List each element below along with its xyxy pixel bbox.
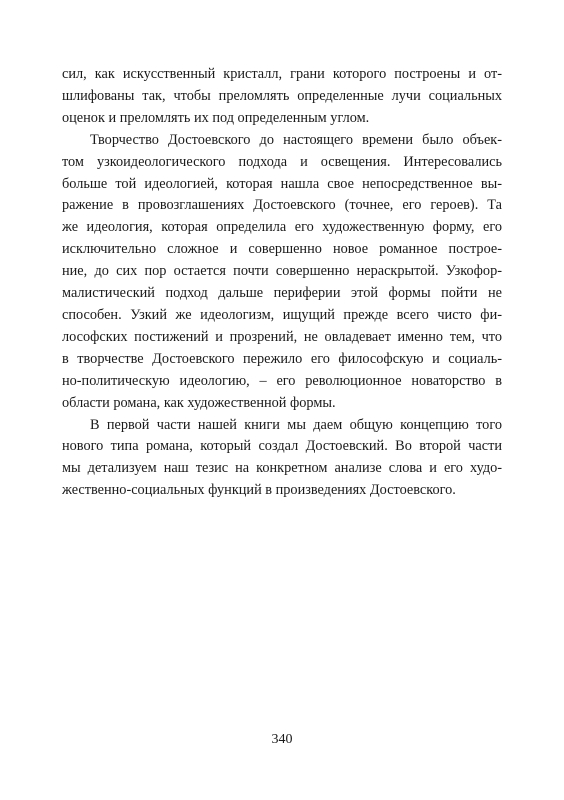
paragraph-2-line-7: ние, до сих пор остается почти совершенно нераскрытой. Узкофор- — [62, 263, 502, 280]
paragraph-1 — [62, 64, 502, 130]
paragraph-3-line-1: В первой части нашей книги мы даем общую концепцию того — [90, 416, 502, 433]
paragraph-2-line-10: лософских постижений и прозрений, не овладевает именно тем, что — [62, 328, 502, 345]
page-number: 340 — [271, 732, 293, 747]
paragraph-3-line-2: нового типа романа, который создал Достоевский. Во второй части — [62, 438, 502, 455]
paragraph-2-line-13: области романа, как художественной формы. — [62, 394, 336, 411]
paragraph-3 — [62, 415, 502, 503]
paragraph-2 — [62, 130, 502, 415]
paragraph-2-line-3: больше той идеологией, которая нашла свое непосредственное вы- — [62, 175, 502, 192]
paragraph-1-line-1: сил, как искусственный кристалл, грани которого построены и от- — [62, 66, 502, 82]
paragraph-2-line-4: ражение в провозглашениях Достоевского (точнее, его героев). Та — [62, 197, 502, 214]
paragraph-3-line-4: жественно-социальных функций в произведениях Достоевского. — [62, 482, 456, 499]
paragraph-1-line-2: шлифованы так, чтобы преломлять определенные лучи социальных — [62, 87, 502, 104]
paragraph-2-line-9: способен. Узкий же идеологизм, ищущий прежде всего чисто фи- — [62, 306, 502, 323]
paragraph-2-line-6: исключительно сложное и совершенно новое романное построе- — [62, 241, 502, 258]
paragraph-2-line-5: же идеология, которая определила его художественную форму, его — [62, 219, 502, 236]
paragraph-2-line-12: но-политическую идеологию, – его революционное новаторство в — [62, 372, 502, 389]
paragraph-2-line-2: том узкоидеологического подхода и освещения. Интересовались — [62, 153, 502, 170]
paragraph-3-line-3: мы детализуем наш тезис на конкретном анализе слова и его худо- — [62, 460, 502, 477]
paragraph-2-line-11: в творчестве Достоевского пережило его философскую и социаль- — [62, 350, 502, 367]
paragraph-2-line-8: малистический подход дальше периферии этой формы пойти не — [62, 285, 502, 302]
paragraph-2-line-1: Творчество Достоевского до настоящего времени было объек- — [90, 131, 502, 148]
body-text — [62, 64, 502, 502]
paragraph-1-line-3: оценок и преломлять их под определенным углом. — [62, 109, 370, 126]
